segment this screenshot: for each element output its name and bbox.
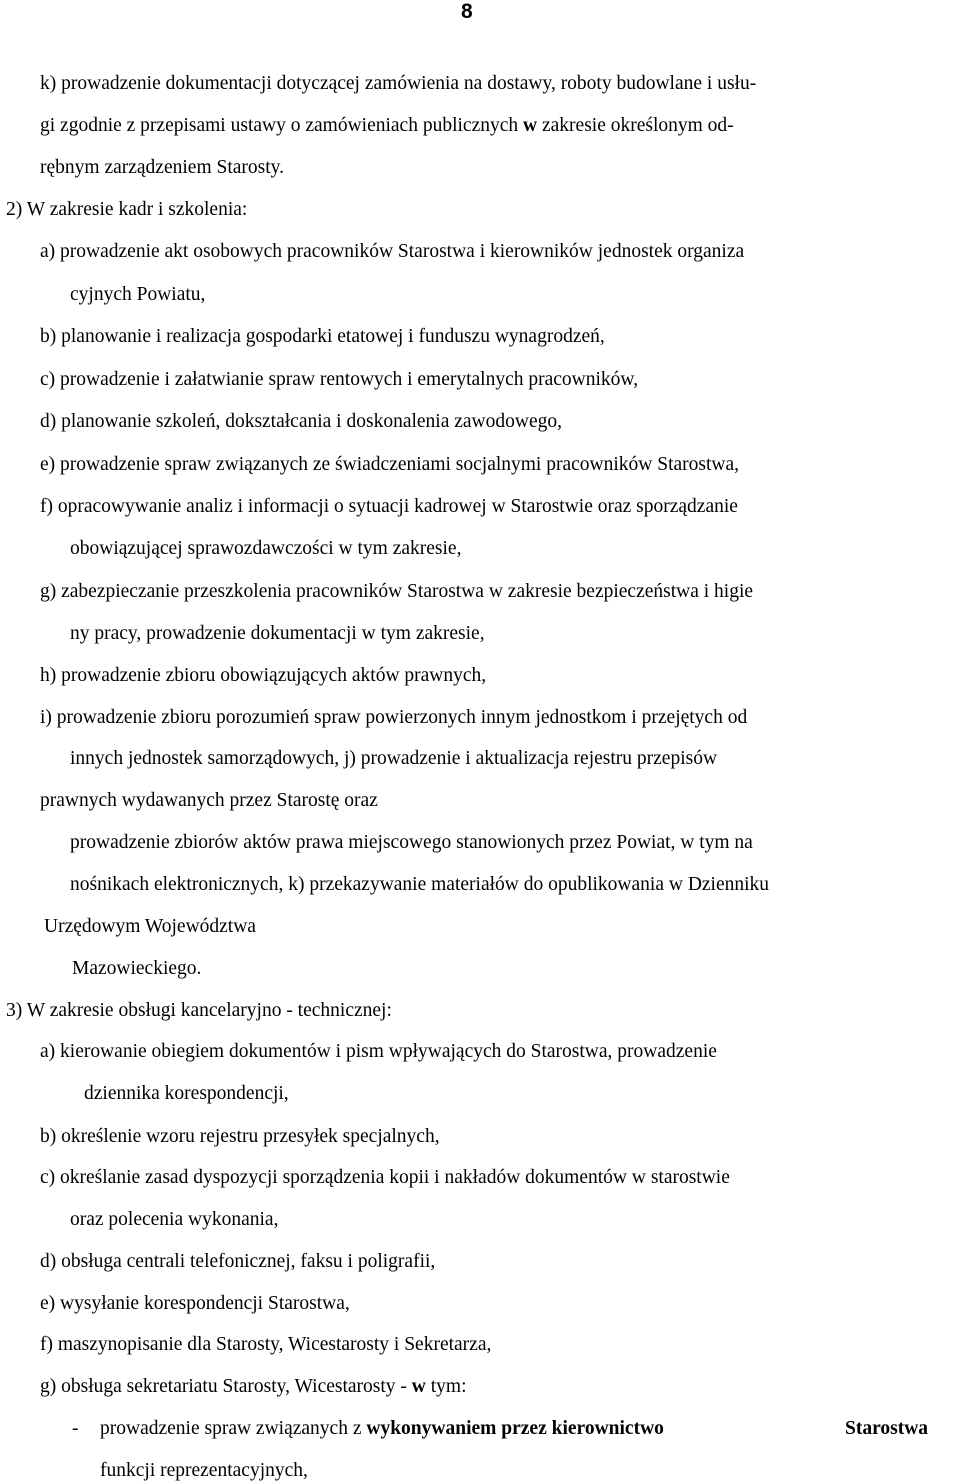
sub-item-dash: - [72,1418,79,1439]
item-2k-line-2: Urzędowym Województwa [44,916,256,937]
item-2g-line-2: ny pracy, prowadzenie dokumentacji w tym zakresie, [70,623,485,644]
item-2b: b) planowanie i realizacja gospodarki etatowej i funduszu wynagrodzeń, [40,326,605,347]
sub-item-line-2: funkcji reprezentacyjnych, [100,1460,308,1481]
sub-item-line-1 [100,1418,664,1440]
item-2a-line-1: a) prowadzenie akt osobowych pracowników Starostwa i kierowników jednostek organiza [40,241,745,262]
item-2a-line-2: cyjnych Powiatu, [70,284,206,305]
item-2j-line-2: prowadzenie zbiorów aktów prawa miejscowego stanowionych przez Powiat, w tym na [70,832,753,853]
sub-item-line-1-end [845,1418,928,1440]
text-span: tym: [425,1376,467,1397]
text-span: prowadzenie spraw związanych z [100,1418,367,1439]
item-3d: d) obsługa centrali telefonicznej, faksu i poligrafii, [40,1251,436,1272]
text-span: g) obsługa sekretariatu Starosty, Wicestarosty - [40,1376,412,1397]
section-2-heading: 2) W zakresie kadr i szkolenia: [6,199,248,220]
bold-phrase: wykonywaniem przez kierownictwo [366,1418,664,1439]
item-2f-line-2: obowiązującej sprawozdawczości w tym zakresie, [70,538,462,559]
text-span: gi zgodnie z przepisami ustawy o zamówieniach publicznych [40,115,524,136]
item-2i-line-1: i) prowadzenie zbioru porozumień spraw powierzonych innym jednostkom i przejętych od [40,707,748,728]
bold-word: Starostwa [845,1418,929,1439]
bold-word: w [523,115,538,136]
item-2i-line-2: innych jednostek samorządowych, j) prowadzenie i aktualizacja rejestru przepisów [70,748,718,769]
item-2j-line-1: prawnych wydawanych przez Starostę oraz [40,790,378,811]
item-2g-line-1: g) zabezpieczanie przeszkolenia pracowników Starostwa w zakresie bezpieczeństwa i higie [40,581,754,602]
item-2c: c) prowadzenie i załatwianie spraw rentowych i emerytalnych pracowników, [40,369,639,390]
item-3b: b) określenie wzoru rejestru przesyłek specjalnych, [40,1126,440,1147]
item-2e: e) prowadzenie spraw związanych ze świadczeniami socjalnymi pracowników Starostwa, [40,454,740,475]
item-3c-line-2: oraz polecenia wykonania, [70,1209,279,1230]
page-number: 8 [461,0,473,23]
item-2k-line-1: nośnikach elektronicznych, k) przekazywanie materiałów do opublikowania w Dzienniku [70,874,770,895]
item-2k-line-3: Mazowieckiego. [72,958,202,979]
item-k-line-1: k) prowadzenie dokumentacji dotyczącej zamówienia na dostawy, roboty budowlane i usłu- [40,73,757,94]
item-3a-line-2: dziennika korespondencji, [84,1083,289,1104]
item-3f: f) maszynopisanie dla Starosty, Wicestarosty i Sekretarza, [40,1334,492,1355]
item-2h: h) prowadzenie zbioru obowiązujących aktów prawnych, [40,665,487,686]
section-3-heading: 3) W zakresie obsługi kancelaryjno - technicznej: [6,1000,392,1021]
item-3e: e) wysyłanie korespondencji Starostwa, [40,1293,350,1314]
item-2f-line-1: f) opracowywanie analiz i informacji o sytuacji kadrowej w Starostwie oraz sporządzanie [40,496,738,517]
item-3a-line-1: a) kierowanie obiegiem dokumentów i pism wpływających do Starostwa, prowadzenie [40,1041,717,1062]
item-3g [40,1376,467,1398]
bold-word: w [411,1376,426,1397]
item-3c-line-1: c) określanie zasad dyspozycji sporządzenia kopii i nakładów dokumentów w starostwie [40,1167,730,1188]
item-k-line-2 [40,115,734,137]
item-2d: d) planowanie szkoleń, dokształcania i doskonalenia zawodowego, [40,411,562,432]
item-k-line-3: rębnym zarządzeniem Starosty. [40,157,285,178]
text-span: zakresie określonym od- [537,115,734,136]
